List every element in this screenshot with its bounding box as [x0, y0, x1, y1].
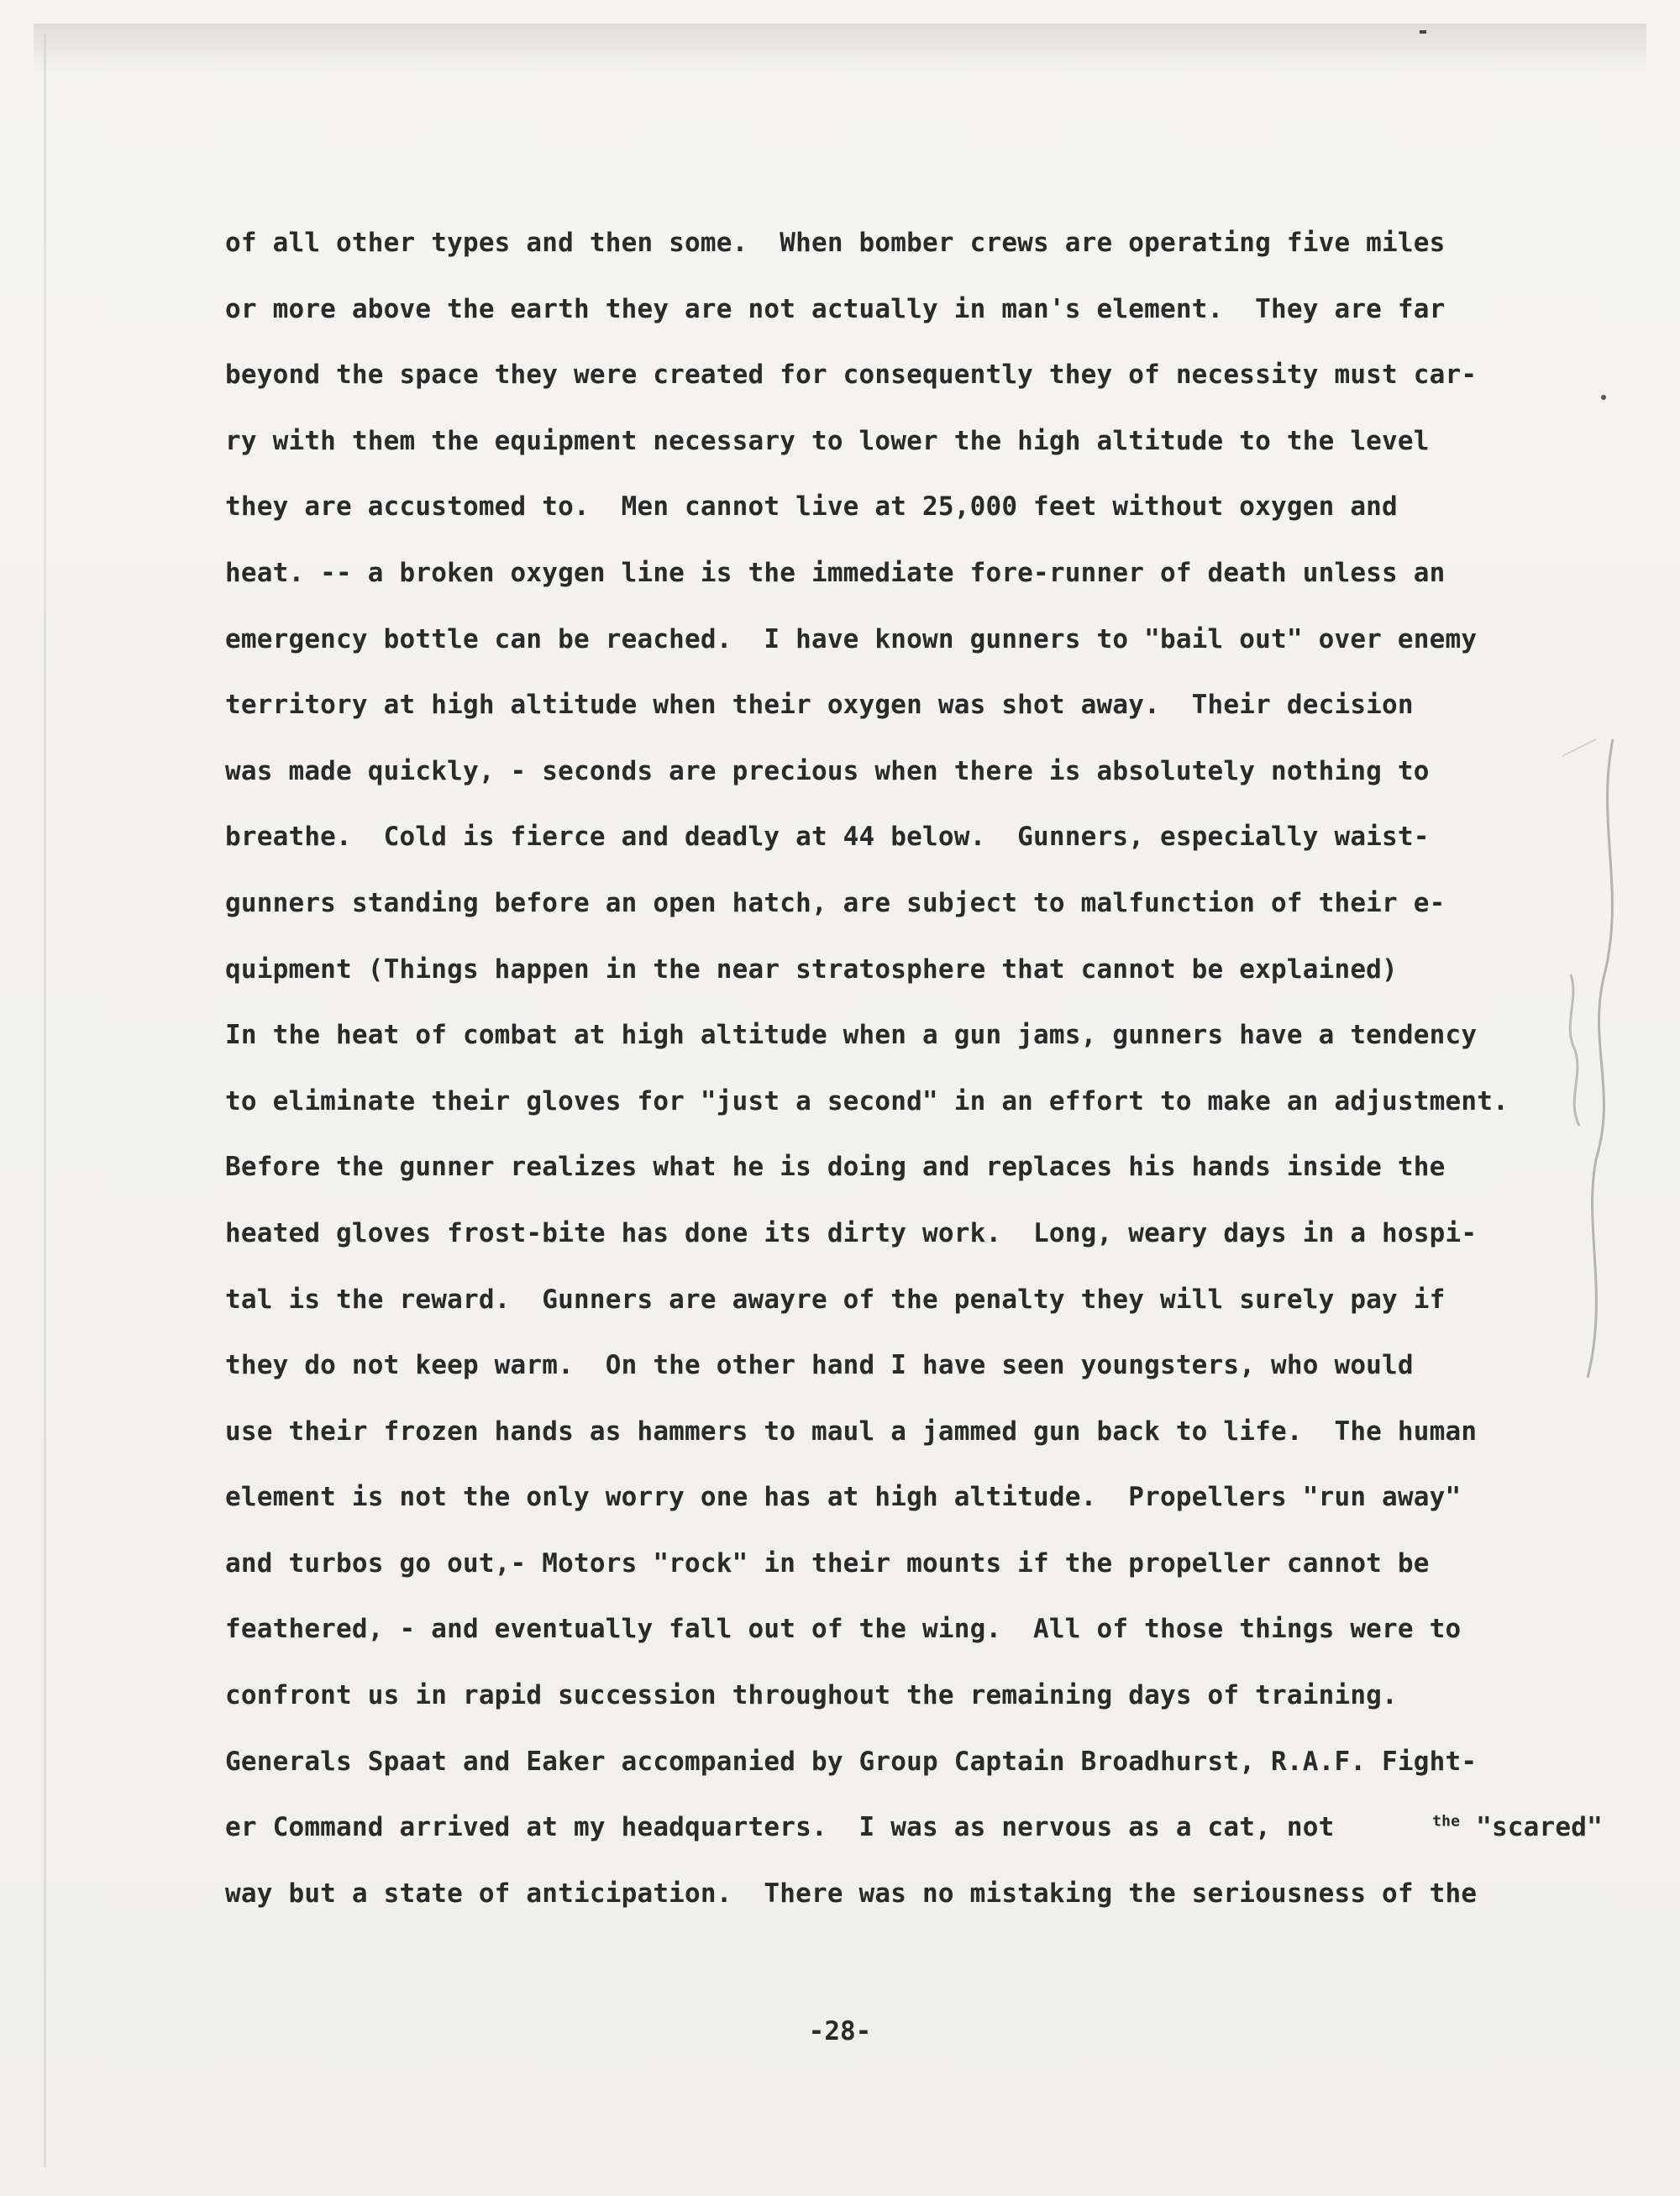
text-line-tail	[1432, 1794, 1603, 1861]
text-line: breathe. Cold is fierce and deadly at 44 below. Gunners, especially waist-	[225, 822, 1430, 853]
text-line: emergency bottle can be reached. I have known gunners to "bail out" over enemy	[225, 623, 1478, 654]
text-line: quipment (Things happen in the near stratosphere that cannot be explained)	[225, 954, 1398, 985]
margin-pencil-mark	[1546, 722, 1630, 1395]
text-line: gunners standing before an open hatch, are subject to malfunction of their e-	[225, 887, 1446, 918]
text-line: they are accustomed to. Men cannot live at 25,000 feet without oxygen and	[225, 491, 1398, 523]
text-line-head: er Command arrived at my headquarters. I was as nervous as a cat, not	[225, 1812, 1335, 1843]
text-line: tal is the reward. Gunners are awayre of the penalty they will surely pay if	[225, 1284, 1446, 1315]
text-line: way but a state of anticipation. There was no mistaking the seriousness of the	[225, 1878, 1478, 1909]
text-line: feathered, - and eventually fall out of the wing. All of those things were to	[225, 1614, 1462, 1645]
text-line: or more above the earth they are not actually in man's element. They are far	[225, 293, 1446, 324]
scan-shadow	[34, 24, 1646, 74]
text-line: and turbos go out,- Motors "rock" in their mounts if the propeller cannot be	[225, 1547, 1430, 1579]
text-line: heat. -- a broken oxygen line is the immediate fore-runner of death unless an	[225, 557, 1446, 588]
page-number: -28-	[808, 2016, 872, 2046]
text-line: to eliminate their gloves for "just a second" in an effort to make an adjustment.	[225, 1085, 1509, 1116]
paper-edge	[44, 34, 46, 2167]
text-line: Before the gunner realizes what he is doing and replaces his hands inside the	[225, 1152, 1446, 1183]
corner-ink-mark	[1420, 30, 1426, 34]
text-line: of all other types and then some. When bomber crews are operating five miles	[225, 228, 1446, 258]
typewritten-body	[225, 210, 1603, 1926]
text-line: In the heat of combat at high altitude when a gun jams, gunners have a tendency	[225, 1020, 1478, 1051]
text-line: was made quickly, - seconds are precious when there is absolutely nothing to	[225, 755, 1430, 786]
text-line: element is not the only worry one has at high altitude. Propellers "run away"	[225, 1482, 1462, 1513]
handwritten-insertion: the	[1432, 1812, 1461, 1831]
text-line: Generals Spaat and Eaker accompanied by Group Captain Broadhurst, R.A.F. Fight-	[225, 1746, 1478, 1777]
text-line: they do not keep warm. On the other hand I have seen youngsters, who would	[225, 1350, 1414, 1381]
text-line-with-insertion	[225, 1794, 1603, 1861]
text-line: territory at high altitude when their oxygen was shot away. Their decision	[225, 690, 1414, 721]
text-line: beyond the space they were created for consequently they of necessity must car-	[225, 360, 1478, 391]
text-line: confront us in rapid succession throughout the remaining days of training.	[225, 1680, 1398, 1711]
text-line: heated gloves frost-bite has done its dirty work. Long, weary days in a hospi-	[225, 1217, 1478, 1248]
quoted-word: "scared"	[1476, 1812, 1603, 1843]
text-line: ry with them the equipment necessary to lower the high altitude to the level	[225, 425, 1430, 456]
text-line: use their frozen hands as hammers to maul a jammed gun back to life. The human	[225, 1416, 1478, 1447]
